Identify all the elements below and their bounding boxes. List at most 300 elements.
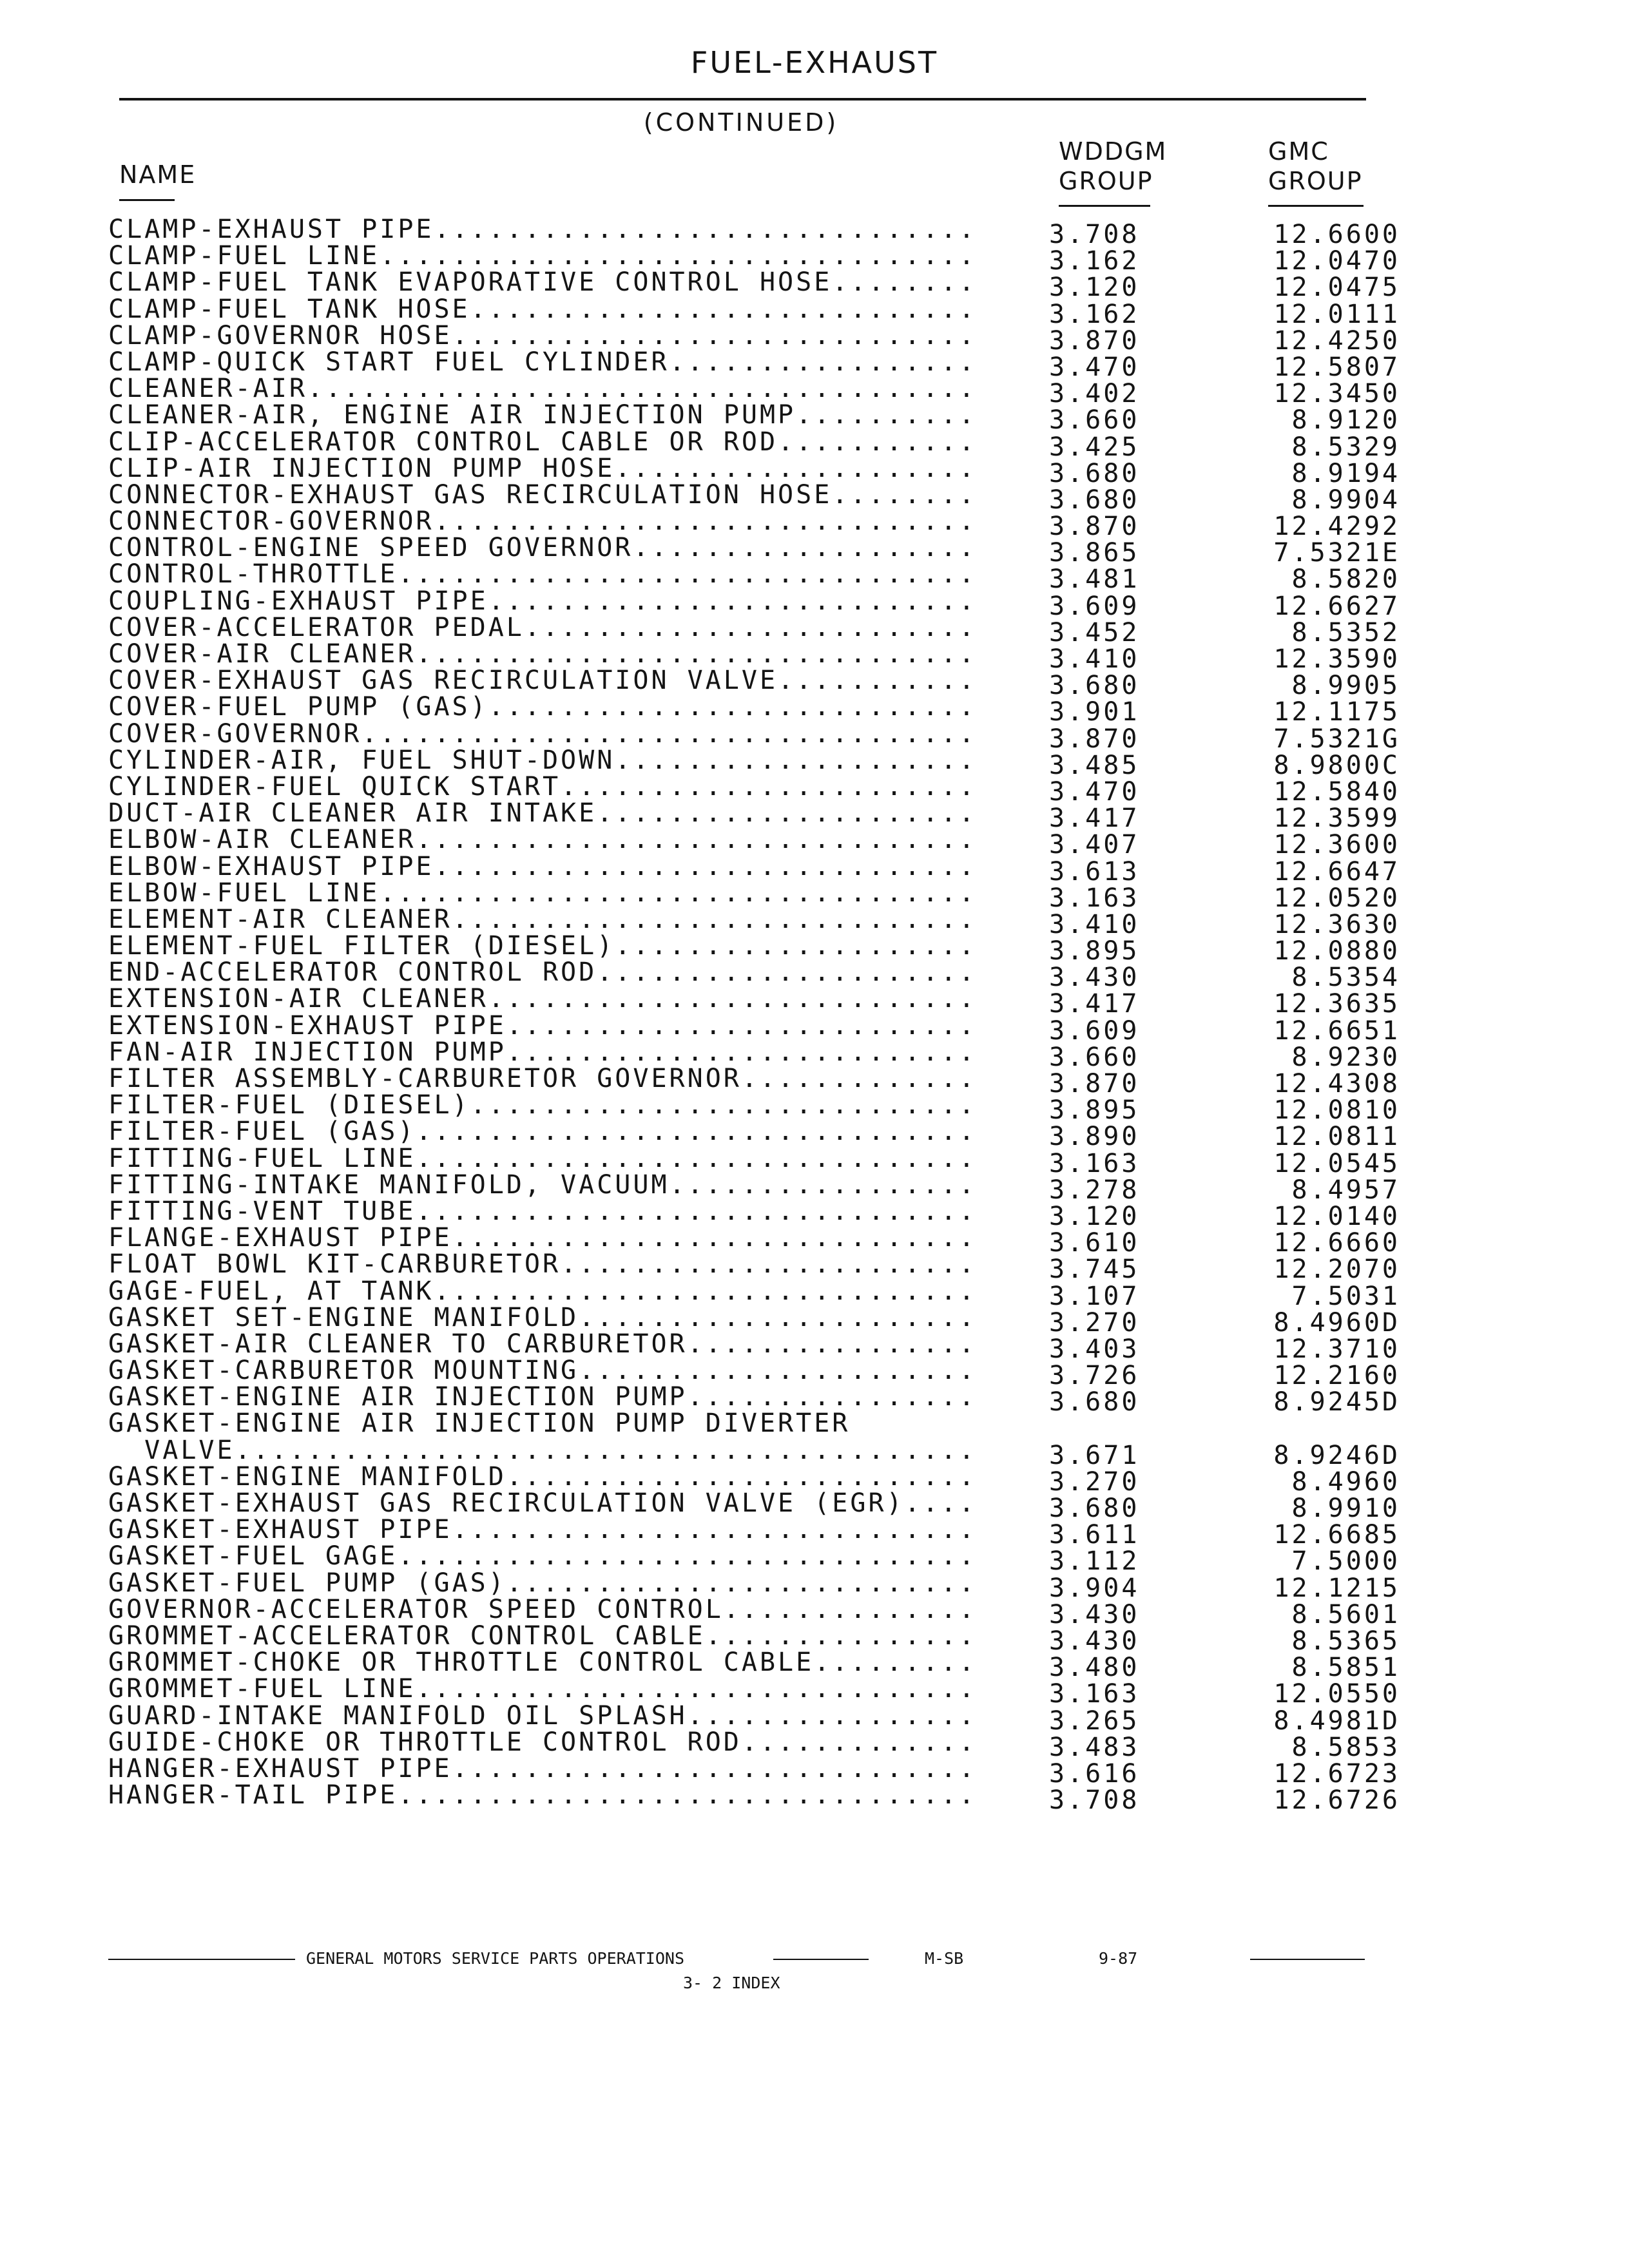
footer-date: 9-87 (1099, 1949, 1138, 1968)
list-item (108, 1276, 1410, 1311)
wddgm-group-value: 3.865 (1049, 538, 1140, 568)
gmc-group-value: 12.6685 (1273, 1520, 1400, 1550)
list-item (108, 1223, 1410, 1258)
part-name: GASKET-FUEL PUMP (GAS) (108, 1568, 506, 1598)
list-item (108, 745, 1410, 780)
wddgm-group-value: 3.163 (1049, 1679, 1140, 1709)
part-name-cell (108, 1488, 977, 1518)
part-name: GROMMET-CHOKE OR THROTTLE CONTROL CABLE (108, 1648, 815, 1678)
leader-dots: ............................... (416, 1143, 977, 1173)
gmc-group-value: 12.4250 (1273, 325, 1400, 356)
wddgm-group-value: 3.895 (1049, 936, 1140, 966)
part-name: GASKET SET-ENGINE MANIFOLD (108, 1302, 579, 1332)
part-name-cell (108, 586, 977, 616)
leader-dots: ........................... (488, 586, 977, 616)
column-header-name-label: NAME (119, 160, 197, 189)
leader-dots: ................... (633, 533, 977, 563)
gmc-group-value: 8.5601 (1291, 1599, 1400, 1629)
list-item (108, 1515, 1410, 1550)
leader-dots: ............. (741, 1064, 977, 1093)
gmc-group-value: 12.3630 (1273, 909, 1400, 939)
wddgm-group-value: 3.680 (1049, 671, 1140, 701)
wddgm-group-value: 3.265 (1049, 1706, 1140, 1736)
list-item (108, 1356, 1410, 1391)
gmc-group-value: 12.3590 (1273, 644, 1400, 674)
part-name-cell (108, 533, 977, 562)
wddgm-group-value: 3.901 (1049, 697, 1140, 727)
list-item (108, 718, 1410, 754)
part-name: FILTER ASSEMBLY-CARBURETOR GOVERNOR (108, 1064, 742, 1093)
part-name: CLIP-ACCELERATOR CONTROL CABLE OR ROD (108, 427, 778, 457)
gmc-group-value: 12.4292 (1273, 512, 1400, 542)
part-name: CLEANER-AIR, ENGINE AIR INJECTION PUMP (108, 400, 796, 430)
part-name-cell (108, 506, 977, 536)
gmc-group-value: 12.1215 (1273, 1573, 1400, 1603)
wddgm-group-value: 3.481 (1049, 564, 1140, 595)
part-name-cell (108, 1648, 977, 1677)
leader-dots: ..................... (597, 798, 977, 829)
leader-dots: .................... (615, 453, 977, 483)
part-name: HANGER-EXHAUST PIPE (108, 1753, 452, 1783)
leader-dots: ....................... (561, 1249, 977, 1280)
leader-dots: ............................... (416, 825, 977, 855)
part-name-cell (108, 666, 977, 695)
part-name: CLIP-AIR INJECTION PUMP HOSE (108, 453, 615, 483)
part-name-cell (108, 639, 977, 669)
leader-dots: ...................... (579, 1356, 977, 1386)
gmc-group-value: 12.0140 (1273, 1201, 1400, 1231)
gmc-group-value: 12.1175 (1273, 697, 1400, 727)
part-name: COVER-FUEL PUMP (GAS) (108, 692, 488, 722)
wddgm-group-value: 3.430 (1049, 963, 1140, 993)
wddgm-group-value: 3.430 (1049, 1626, 1140, 1656)
wddgm-group-value: 3.613 (1049, 856, 1140, 887)
list-item (108, 851, 1410, 887)
gmc-group-value: 8.5354 (1291, 963, 1400, 993)
part-name-cell (108, 1144, 977, 1173)
list-item (108, 479, 1410, 515)
part-name-cell (108, 1515, 977, 1544)
part-name: CLAMP-GOVERNOR HOSE (108, 320, 452, 351)
wddgm-group-value: 3.417 (1049, 803, 1140, 834)
part-name-cell (108, 400, 977, 430)
gmc-group-value: 12.0475 (1273, 273, 1400, 303)
list-item (108, 1117, 1410, 1152)
list-item (108, 1594, 1410, 1629)
leader-dots: .................... (615, 745, 977, 775)
list-item (108, 559, 1410, 595)
part-name-cell (108, 1011, 977, 1041)
leader-dots: ............... (705, 1620, 977, 1651)
list-item (108, 1488, 1410, 1523)
part-name: FLANGE-EXHAUST PIPE (108, 1223, 452, 1253)
list-item (108, 1408, 1410, 1439)
list-item (108, 1143, 1410, 1178)
wddgm-group-value: 3.407 (1049, 830, 1140, 860)
part-name: GASKET-ENGINE AIR INJECTION PUMP (108, 1382, 688, 1412)
part-name-cell (108, 745, 977, 775)
gmc-group-value: 12.3599 (1273, 803, 1400, 834)
leader-dots: ............................ (470, 294, 977, 324)
leader-dots: ............................ (470, 1090, 977, 1120)
leader-dots: .................................. (361, 718, 977, 749)
gmc-group-value: 8.9910 (1291, 1494, 1400, 1523)
part-name-cell (108, 1436, 977, 1465)
leader-dots: ................ (687, 1382, 977, 1412)
gmc-group-value: 12.3635 (1273, 989, 1400, 1019)
wddgm-group-value: 3.680 (1049, 485, 1140, 515)
footer-rule-left (108, 1959, 295, 1960)
part-name-cell (108, 1621, 977, 1651)
gmc-group-value: 12.3450 (1273, 379, 1400, 409)
list-item (108, 1435, 1410, 1470)
part-name-cell (108, 241, 977, 271)
part-name-cell (108, 374, 977, 403)
leader-dots: ........... (778, 666, 977, 696)
part-name: COUPLING-EXHAUST PIPE (108, 586, 488, 616)
wddgm-group-value: 3.162 (1049, 299, 1140, 329)
column-header-wddgm (1059, 137, 1167, 196)
part-name: FILTER-FUEL (GAS) (108, 1117, 416, 1147)
part-name-cell (108, 1303, 977, 1332)
wddgm-group-value: 3.417 (1049, 989, 1140, 1019)
leader-dots: .......................... (506, 1010, 977, 1041)
part-name: FITTING-FUEL LINE (108, 1143, 416, 1173)
part-name: COVER-GOVERNOR (108, 718, 362, 749)
wddgm-group-value: 3.403 (1049, 1334, 1140, 1364)
leader-dots: .......................... (506, 1568, 977, 1598)
part-name-cell (108, 267, 977, 297)
list-item (108, 1620, 1410, 1656)
gmc-group-value: 8.4981D (1273, 1706, 1400, 1736)
list-item (108, 639, 1410, 674)
gmc-group-value: 8.5851 (1291, 1653, 1400, 1683)
leader-dots: ..................... (597, 957, 977, 988)
leader-dots: .... (904, 1488, 977, 1518)
list-item (108, 1249, 1410, 1285)
part-name: COVER-ACCELERATOR PEDAL (108, 612, 525, 642)
part-name: GASKET-ENGINE AIR INJECTION PUMP DIVERTER (108, 1408, 851, 1439)
list-item (108, 1568, 1410, 1603)
leader-dots: ..................................... (307, 374, 977, 404)
part-name: GASKET-FUEL GAGE (108, 1541, 398, 1571)
wddgm-group-value: 3.470 (1049, 352, 1140, 382)
gmc-group-value: 8.9194 (1291, 458, 1400, 488)
wddgm-group-value: 3.680 (1049, 458, 1140, 488)
wddgm-group-value: 3.680 (1049, 1387, 1140, 1418)
list-item (108, 957, 1410, 993)
continued-label: (CONTINUED) (643, 108, 839, 137)
part-name: ELEMENT-AIR CLEANER (108, 904, 452, 934)
list-item (108, 215, 1410, 249)
leader-dots: ............................. (452, 1753, 977, 1783)
leader-dots: ......................................... (235, 1435, 977, 1465)
leader-dots: ........................... (488, 692, 977, 722)
list-item (108, 904, 1410, 939)
list-item (108, 612, 1410, 648)
wddgm-group-value: 3.480 (1049, 1653, 1140, 1683)
part-name: FILTER-FUEL (DIESEL) (108, 1090, 470, 1120)
gmc-group-value: 7.5000 (1291, 1546, 1400, 1577)
footer-page: 3- 2 INDEX (683, 1974, 780, 1992)
list-item (108, 533, 1410, 568)
leader-dots: ................. (669, 347, 977, 377)
gmc-group-value: 8.4960 (1291, 1466, 1400, 1497)
part-name-cell (108, 1701, 977, 1731)
part-name: GUARD-INTAKE MANIFOLD OIL SPLASH (108, 1700, 688, 1731)
list-item (108, 825, 1410, 860)
list-item (108, 1064, 1410, 1099)
gmc-group-value: 12.6600 (1273, 220, 1400, 249)
leader-dots: ............................... (416, 1674, 977, 1704)
wddgm-group-value: 3.270 (1049, 1466, 1140, 1497)
leader-dots: ................ (687, 1700, 977, 1731)
list-item (108, 666, 1410, 701)
leader-dots: ............................... (416, 1117, 977, 1147)
part-name: CLAMP-QUICK START FUEL CYLINDER (108, 347, 670, 377)
leader-dots: ................................ (398, 1780, 977, 1811)
wddgm-group-value: 3.660 (1049, 1042, 1140, 1072)
part-name-cell (108, 1674, 977, 1704)
leader-dots: ................................ (398, 559, 977, 590)
part-name: EXTENSION-EXHAUST PIPE (108, 1010, 506, 1041)
part-name-cell (108, 347, 977, 377)
column-header-gmc-line1: GMC (1268, 137, 1329, 166)
gmc-group-value: 12.6726 (1273, 1785, 1400, 1816)
wddgm-group-value: 3.162 (1049, 246, 1140, 276)
part-name: GROMMET-ACCELERATOR CONTROL CABLE (108, 1620, 706, 1651)
part-name-cell (108, 1780, 977, 1810)
wddgm-group-value: 3.425 (1049, 432, 1140, 462)
part-name-cell (108, 1356, 977, 1385)
part-name-cell (108, 1568, 977, 1598)
wddgm-group-value: 3.483 (1049, 1732, 1140, 1762)
part-name-cell (108, 454, 977, 483)
wddgm-group-value: 3.107 (1049, 1281, 1140, 1311)
gmc-group-value: 12.0810 (1273, 1095, 1400, 1126)
part-name: GASKET-ENGINE MANIFOLD (108, 1461, 506, 1492)
list-item (108, 1037, 1410, 1072)
leader-dots: ........................... (488, 984, 977, 1014)
leader-dots: ................. (669, 1169, 977, 1200)
part-name: CONTROL-THROTTLE (108, 559, 398, 590)
part-name-cell (108, 1090, 977, 1120)
gmc-group-value: 7.5321E (1273, 538, 1400, 568)
wddgm-group-value: 3.120 (1049, 273, 1140, 303)
list-item (108, 1461, 1410, 1497)
part-name-cell (108, 1170, 977, 1200)
footer-rule-right (1250, 1959, 1365, 1960)
wddgm-group-value: 3.452 (1049, 617, 1140, 648)
part-name: FAN-AIR INJECTION PUMP (108, 1037, 506, 1067)
leader-dots: ............................. (452, 320, 977, 351)
part-name-cell (108, 559, 977, 589)
part-name-cell (108, 1595, 977, 1624)
leader-dots: ........... (778, 427, 977, 457)
part-name: CONTROL-ENGINE SPEED GOVERNOR (108, 533, 633, 563)
leader-dots: .......................... (506, 1461, 977, 1492)
parts-list (108, 215, 1410, 1816)
part-name-cell (108, 1329, 977, 1359)
part-name: FLOAT BOWL KIT-CARBURETOR (108, 1249, 561, 1280)
gmc-group-value: 8.4960D (1273, 1307, 1400, 1338)
list-item (108, 267, 1410, 303)
gmc-group-value: 8.9230 (1291, 1042, 1400, 1072)
wddgm-group-value: 3.611 (1049, 1520, 1140, 1550)
part-name: CLAMP-FUEL TANK EVAPORATIVE CONTROL HOSE (108, 267, 833, 298)
gmc-group-value: 12.5840 (1273, 776, 1400, 807)
leader-dots: ............................. (452, 1223, 977, 1253)
wddgm-group-value: 3.616 (1049, 1758, 1140, 1789)
leader-dots: .......................... (506, 1037, 977, 1067)
list-item (108, 771, 1410, 807)
list-item (108, 1010, 1410, 1046)
leader-dots: .............. (723, 1594, 977, 1624)
part-name-cell (108, 1754, 977, 1783)
part-name-cell (108, 321, 977, 351)
gmc-group-value: 8.4957 (1291, 1175, 1400, 1205)
leader-dots: ............................... (416, 1196, 977, 1226)
list-item (108, 1700, 1410, 1736)
gmc-group-value: 8.5365 (1291, 1626, 1400, 1656)
wddgm-group-value: 3.870 (1049, 325, 1140, 356)
footer-rule-mid (773, 1959, 869, 1960)
list-item (108, 878, 1410, 913)
gmc-group-value: 12.6660 (1273, 1228, 1400, 1258)
leader-dots: ........ (832, 267, 977, 298)
column-header-wddgm-line1: WDDGM (1059, 137, 1168, 166)
title-rule (119, 98, 1366, 101)
part-name-cell (108, 1117, 977, 1146)
part-name: CONNECTOR-EXHAUST GAS RECIRCULATION HOSE (108, 479, 833, 510)
list-item (108, 374, 1410, 409)
footer-publisher: GENERAL MOTORS SERVICE PARTS OPERATIONS (306, 1949, 684, 1968)
leader-dots: ........ (832, 479, 977, 510)
gmc-group-value: 8.9800C (1273, 750, 1400, 780)
part-name-cell (108, 905, 977, 934)
part-name: GASKET-CARBURETOR MOUNTING (108, 1356, 579, 1386)
gmc-group-value: 12.6651 (1273, 1015, 1400, 1046)
part-name: CYLINDER-FUEL QUICK START (108, 771, 561, 802)
gmc-group-value: 8.5820 (1291, 564, 1400, 595)
wddgm-group-value: 3.745 (1049, 1254, 1140, 1285)
part-name-cell (108, 931, 977, 961)
list-item (108, 1302, 1410, 1338)
list-item (108, 692, 1410, 727)
part-name-cell (108, 1223, 977, 1253)
leader-dots: ................ (687, 1329, 977, 1359)
list-item (108, 427, 1410, 462)
wddgm-group-value: 3.680 (1049, 1494, 1140, 1523)
wddgm-group-value: 3.402 (1049, 379, 1140, 409)
part-name-cell (108, 480, 977, 510)
list-item (108, 1541, 1410, 1577)
part-name: FITTING-VENT TUBE (108, 1196, 416, 1226)
list-item (108, 1674, 1410, 1709)
part-name-cell (108, 427, 977, 457)
gmc-group-value: 12.6647 (1273, 856, 1400, 887)
wddgm-header-underline (1059, 205, 1150, 207)
gmc-group-value: 12.0811 (1273, 1122, 1400, 1152)
part-name: VALVE (108, 1435, 235, 1465)
leader-dots: ............................... (416, 639, 977, 669)
part-name: CYLINDER-AIR, FUEL SHUT-DOWN (108, 745, 615, 775)
part-name-cell (108, 798, 977, 828)
leader-dots: .......... (796, 400, 977, 430)
wddgm-group-value: 3.660 (1049, 405, 1140, 436)
leader-dots: ............. (741, 1727, 977, 1757)
part-name: END-ACCELERATOR CONTROL ROD (108, 957, 597, 988)
wddgm-group-value: 3.112 (1049, 1546, 1140, 1577)
leader-dots: ......... (814, 1648, 977, 1678)
part-name-cell (108, 878, 977, 908)
leader-dots: ...................... (579, 1302, 977, 1332)
gmc-group-value: 12.0550 (1273, 1679, 1400, 1709)
part-name: GASKET-EXHAUST PIPE (108, 1515, 452, 1545)
footer-code: M-SB (925, 1949, 964, 1968)
wddgm-group-value: 3.870 (1049, 1069, 1140, 1099)
leader-dots: ......................... (524, 612, 977, 642)
part-name-cell (108, 692, 977, 722)
wddgm-group-value: 3.708 (1049, 220, 1140, 249)
wddgm-group-value: 3.870 (1049, 724, 1140, 754)
gmc-group-value: 12.5807 (1273, 352, 1400, 382)
part-name-cell (108, 852, 977, 881)
list-item (108, 1727, 1410, 1762)
wddgm-group-value: 3.485 (1049, 750, 1140, 780)
list-item (108, 1090, 1410, 1126)
part-name: FITTING-INTAKE MANIFOLD, VACUUM (108, 1169, 670, 1200)
part-name: EXTENSION-AIR CLEANER (108, 984, 488, 1014)
wddgm-group-value: 3.726 (1049, 1361, 1140, 1391)
list-item (108, 320, 1410, 356)
gmc-group-value: 12.0111 (1273, 299, 1400, 329)
wddgm-group-value: 3.609 (1049, 591, 1140, 621)
part-name: GASKET-EXHAUST GAS RECIRCULATION VALVE (EGR) (108, 1488, 905, 1518)
wddgm-group-value: 3.120 (1049, 1201, 1140, 1231)
part-name-cell (108, 613, 977, 642)
wddgm-group-value: 3.904 (1049, 1573, 1140, 1603)
leader-dots: ....................... (561, 771, 977, 802)
gmc-group-value: 12.0520 (1273, 883, 1400, 913)
gmc-group-value: 12.3600 (1273, 830, 1400, 860)
part-name: DUCT-AIR CLEANER AIR INTAKE (108, 798, 597, 829)
gmc-group-value: 12.0880 (1273, 936, 1400, 966)
part-name: CONNECTOR-GOVERNOR (108, 506, 434, 537)
part-name: COVER-AIR CLEANER (108, 639, 416, 669)
list-item (108, 347, 1410, 382)
column-header-gmc-line2: GROUP (1268, 167, 1363, 195)
list-item (108, 241, 1410, 276)
leader-dots: ................................ (398, 1541, 977, 1571)
leader-dots: .............................. (434, 1276, 977, 1306)
part-name: ELBOW-EXHAUST PIPE (108, 851, 434, 881)
gmc-group-value: 12.2070 (1273, 1254, 1400, 1285)
part-name: CLAMP-EXHAUST PIPE (108, 215, 434, 244)
list-item (108, 1753, 1410, 1789)
part-name-cell (108, 215, 977, 244)
part-name-cell (108, 294, 977, 324)
wddgm-group-value: 3.430 (1049, 1599, 1140, 1629)
wddgm-group-value: 3.163 (1049, 883, 1140, 913)
wddgm-group-value: 3.470 (1049, 776, 1140, 807)
name-header-underline (119, 199, 175, 201)
wddgm-group-value: 3.708 (1049, 1785, 1140, 1816)
wddgm-group-value: 3.410 (1049, 909, 1140, 939)
gmc-group-value: 12.0545 (1273, 1148, 1400, 1178)
part-name-cell (108, 1064, 977, 1093)
part-name-cell (108, 1276, 977, 1306)
